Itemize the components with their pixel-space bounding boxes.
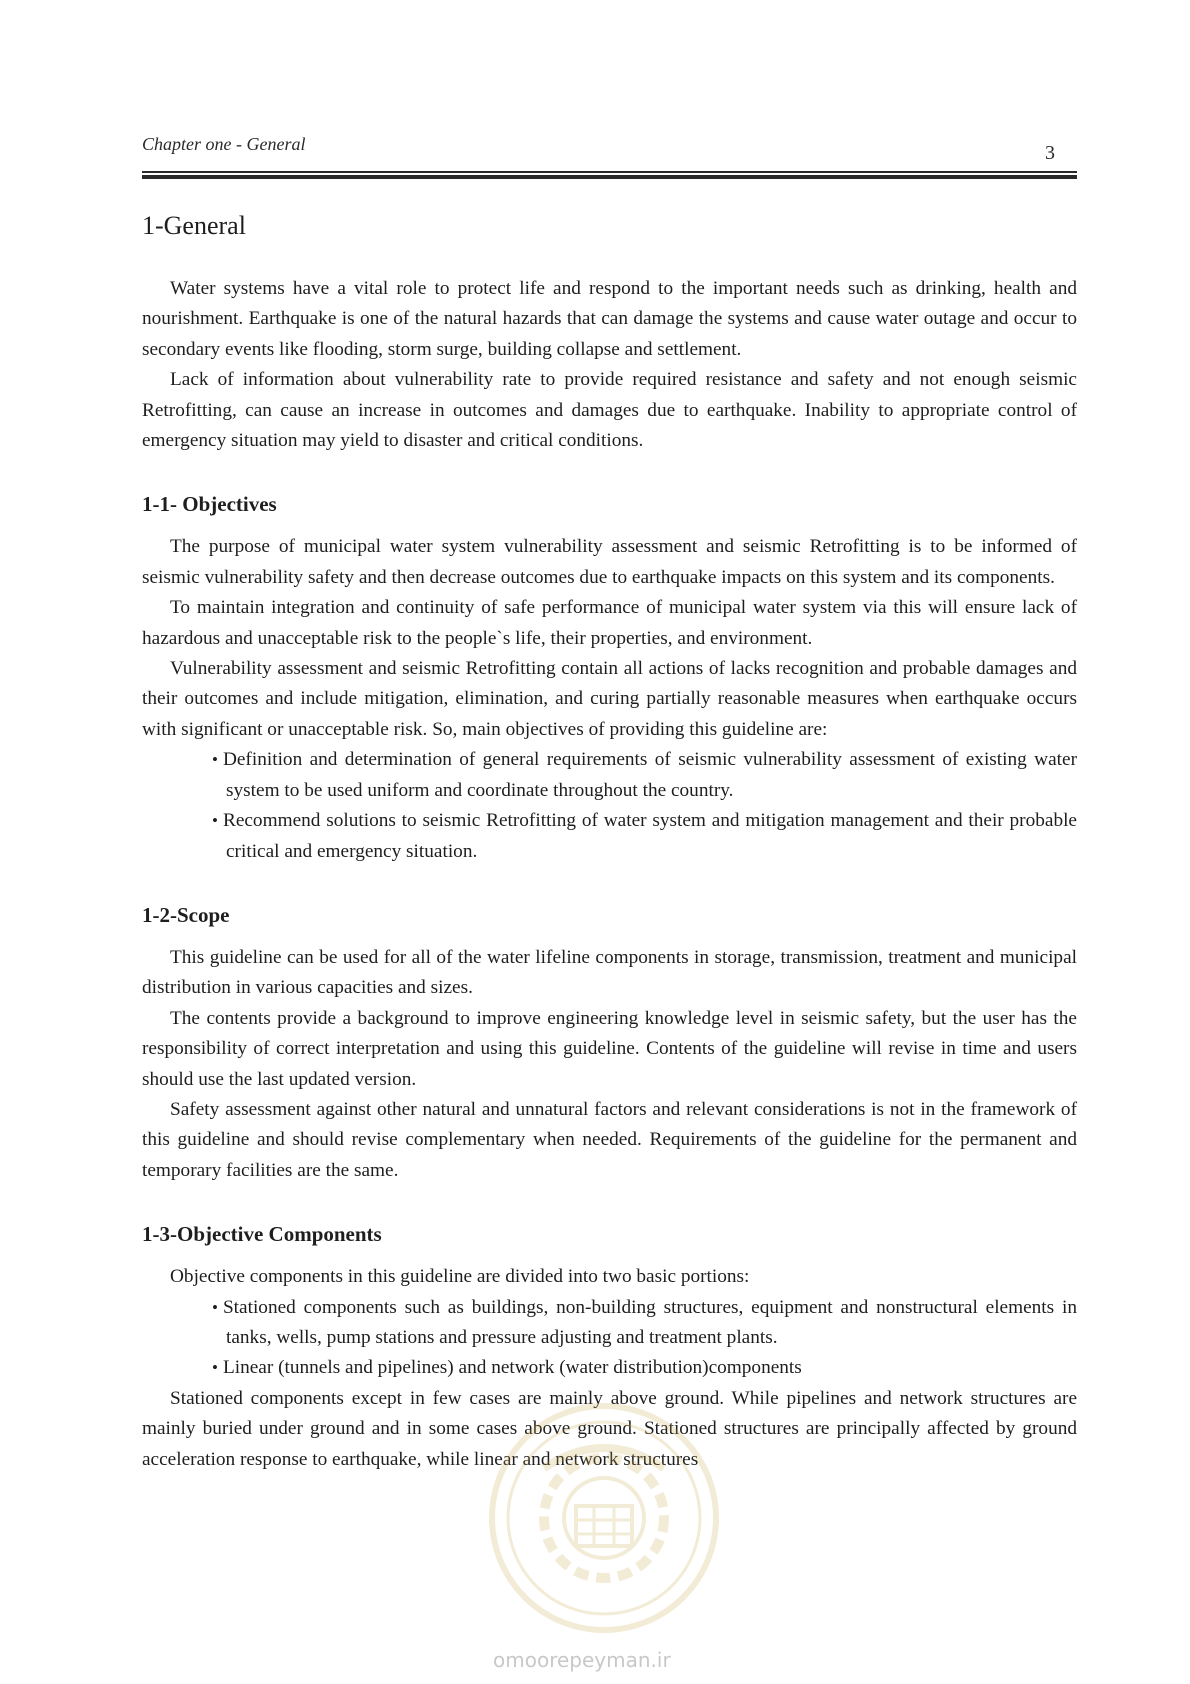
bullet-text: Linear (tunnels and pipelines) and network (water distribution)components: [222, 1357, 802, 1379]
bullet-icon: •: [212, 1297, 218, 1317]
list-item: [142, 745, 1077, 806]
paragraph: The purpose of municipal water system vulnerability assessment and seismic Retrofitting is to be informed of seismic vulnerability safety and then decrease outcomes due to earthquake impacts on this system and its components.: [142, 536, 1077, 588]
paragraph: Water systems have a vital role to protect life and respond to the important needs such as drinking, health and nourishment. Earthquake is one of the natural hazards that can damage the systems and cause water outage and occur to secondary events like flooding, storm surge, building collapse and settlement.: [142, 278, 1077, 360]
paragraph: Lack of information about vulnerability rate to provide required resistance and safety and not enough seismic Retrofitting, can cause an increase in outcomes and damages due to earthquake. Inability to appropriate control of emergency situation may yield to disaster and critical conditions.: [142, 369, 1077, 452]
header-rule-thick: [142, 175, 1077, 179]
section-heading-general: 1-General: [142, 211, 246, 240]
paragraph: This guideline can be used for all of the water lifeline components in storage, transmission, treatment and municipal distribution in various capacities and sizes.: [142, 946, 1077, 999]
section-heading-scope: 1-2-Scope: [142, 902, 230, 927]
list-item: [142, 1293, 1077, 1354]
seal-logo-icon: [484, 1398, 724, 1638]
bullet-icon: •: [212, 750, 218, 770]
bullet-text: Recommend solutions to seismic Retrofitting of water system and mitigation management and their probable critical and emergency situation.: [222, 810, 1077, 862]
bullet-icon: •: [212, 1358, 218, 1378]
list-item: [142, 1353, 1077, 1383]
page-body: [142, 210, 1077, 1475]
paragraph: Stationed components except in few cases are mainly above ground. While pipelines and network structures are mainly buried under ground and in some cases above ground. Stationed structures are principally affected by ground acceleration response to earthquake, while linear and network structures: [142, 1387, 1077, 1470]
paragraph: Safety assessment against other natural and unnatural factors and relevant considerations is not in the framework of this guideline and should revise complementary when needed. Requirements of the guideline for the permanent and temporary facilities are the same.: [142, 1098, 1077, 1181]
list-item: [142, 806, 1077, 867]
paragraph: Vulnerability assessment and seismic Retrofitting contain all actions of lacks recognition and probable damages and their outcomes and include mitigation, elimination, and curing partially reasonable measures when earthquake occurs with significant or unacceptable risk. So, main objectives of providing this guideline are:: [142, 658, 1077, 740]
running-header-title: Chapter one - General: [142, 134, 306, 154]
bullet-text: Stationed components such as buildings, non-building structures, equipment and nonstructural elements in tanks, wells, pump stations and pressure adjusting and treatment plants.: [222, 1296, 1077, 1348]
bullet-icon: •: [212, 811, 218, 831]
watermark-site-text: omoorepeyman.ir: [493, 1648, 671, 1672]
objectives-bullet-list: [142, 745, 1077, 867]
page-number: 3: [1045, 142, 1055, 164]
paragraph: Objective components in this guideline are divided into two basic portions:: [170, 1266, 750, 1288]
bullet-text: Definition and determination of general requirements of seismic vulnerability assessment of existing water system to be used uniform and coordinate throughout the country.: [222, 749, 1077, 801]
paragraph: To maintain integration and continuity of safe performance of municipal water system via this will ensure lack of hazardous and unacceptable risk to the people`s life, their properties, and environment.: [142, 597, 1077, 649]
section-heading-objectives: 1-1- Objectives: [142, 492, 277, 517]
components-bullet-list: [142, 1293, 1077, 1384]
paragraph: The contents provide a background to improve engineering knowledge level in seismic safety, but the user has the responsibility of correct interpretation and using this guideline. Contents of the guideline will revise in time and users should use the last updated version.: [142, 1007, 1077, 1090]
section-heading-objective-components: 1-3-Objective Components: [142, 1222, 382, 1247]
header-rule-thin: [142, 171, 1077, 173]
